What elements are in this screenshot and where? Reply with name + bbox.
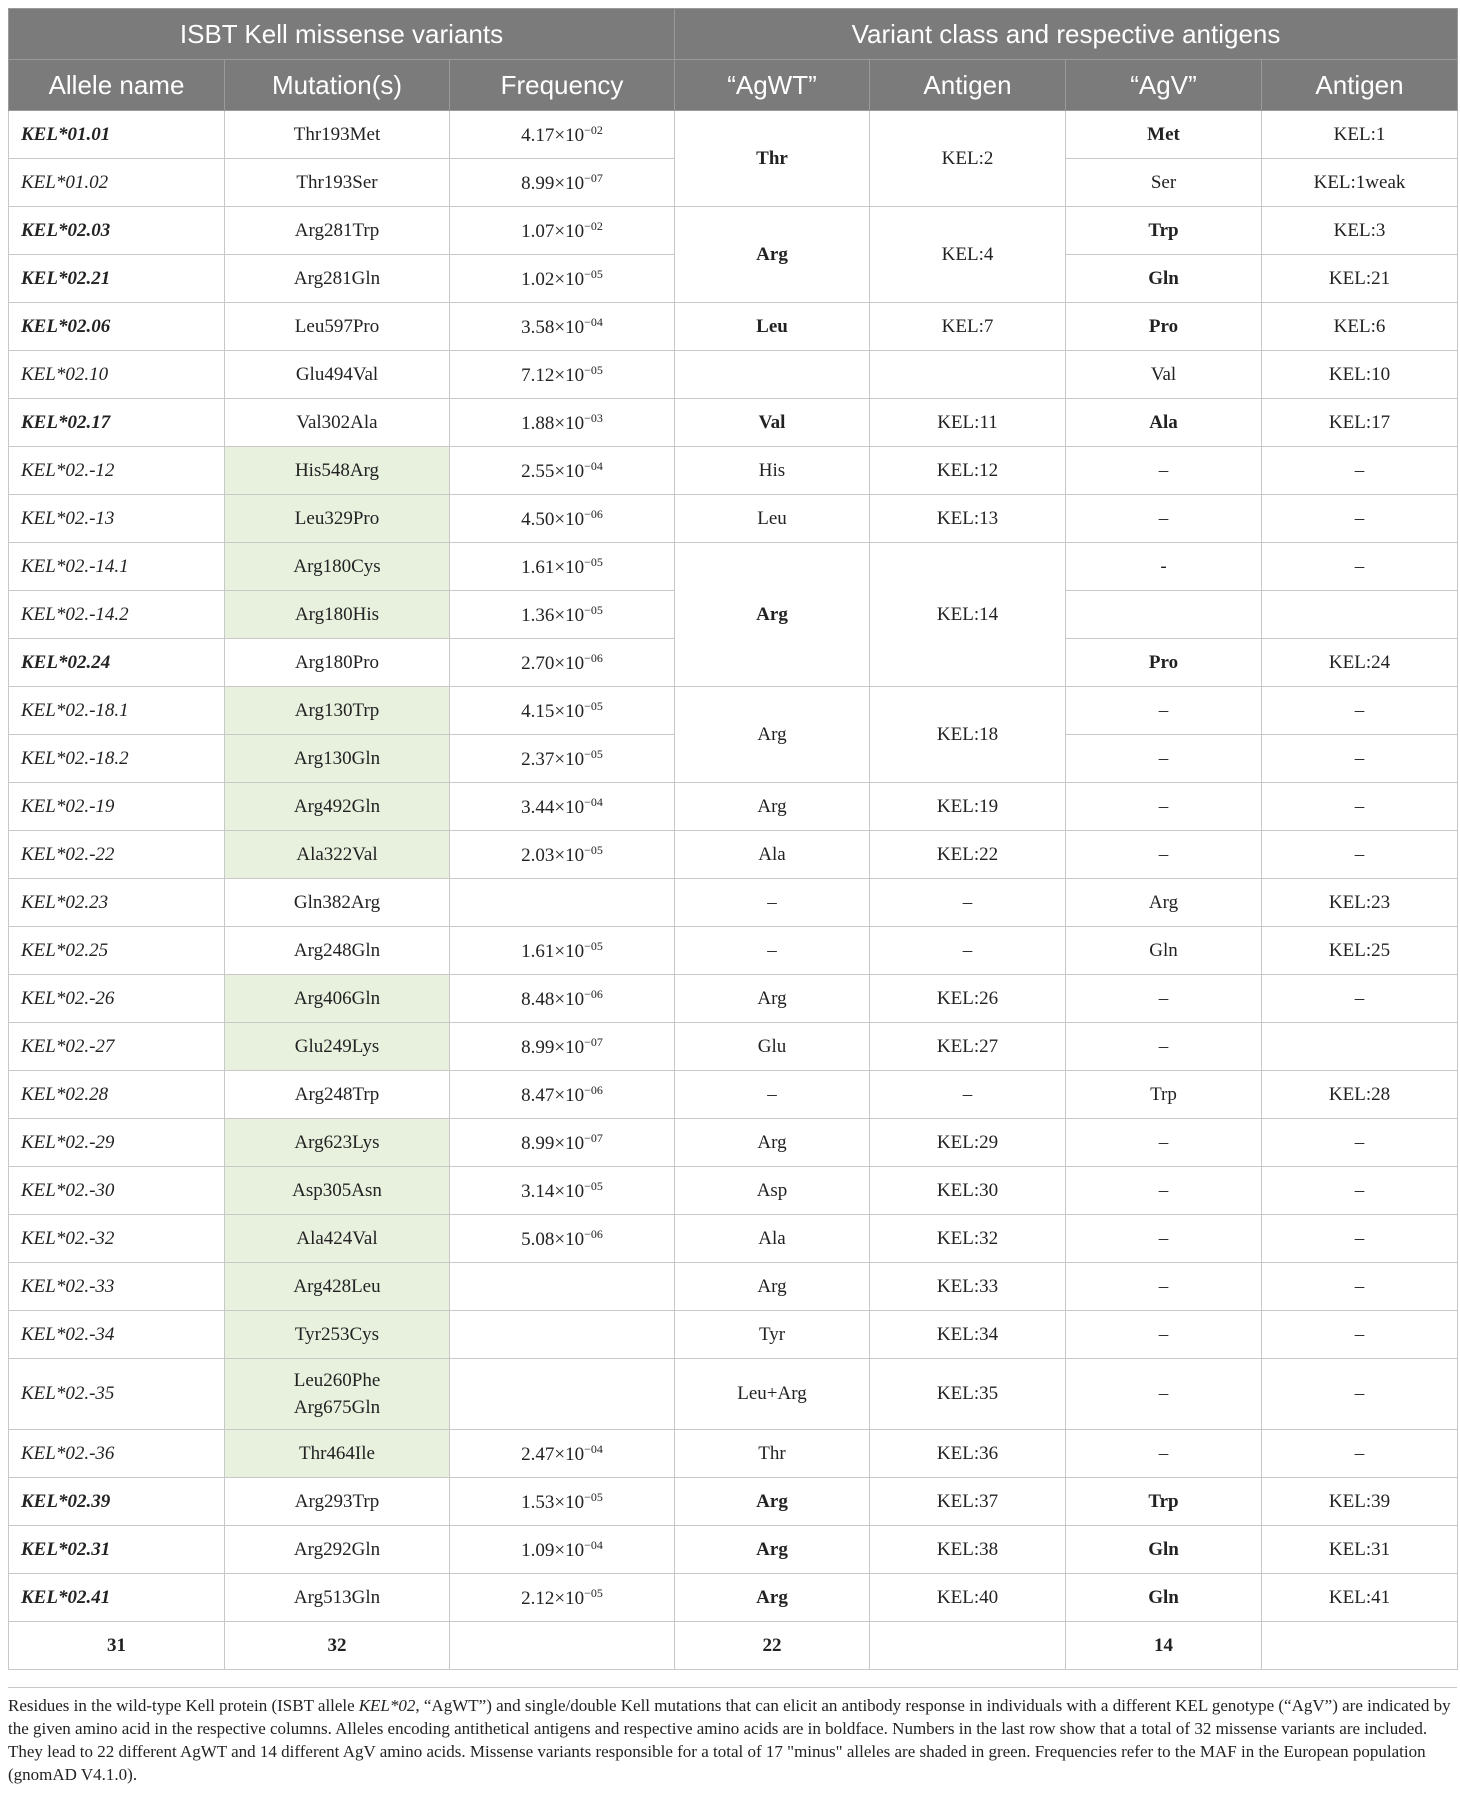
- table-row: [9, 927, 1458, 975]
- agwt-antigen: KEL:18: [870, 687, 1066, 783]
- agwt-residue: Leu+Arg: [675, 1359, 870, 1430]
- mutation: Arg293Trp: [225, 1478, 450, 1526]
- col-header-allele-name: Allele name: [9, 60, 225, 111]
- agwt-residue: Arg: [675, 1526, 870, 1574]
- agwt-antigen: KEL:30: [870, 1167, 1066, 1215]
- table-row: [9, 1311, 1458, 1359]
- mutation: Leu597Pro: [225, 303, 450, 351]
- allele-name: KEL*01.01: [9, 111, 225, 159]
- agv-antigen: –: [1262, 783, 1458, 831]
- agwt-residue: Thr: [675, 1430, 870, 1478]
- mutation: Gln382Arg: [225, 879, 450, 927]
- agv-antigen: KEL:1weak: [1262, 159, 1458, 207]
- frequency: $8.99\times 10^{-07}$: [450, 1023, 675, 1071]
- agv-antigen: [1262, 1023, 1458, 1071]
- frequency: $8.99\times 10^{-07}$: [450, 1119, 675, 1167]
- table-row: [9, 1263, 1458, 1311]
- table-row: [9, 111, 1458, 159]
- total-alleles: 31: [9, 1622, 225, 1670]
- mutation: Glu494Val: [225, 351, 450, 399]
- kell-variants-table: [8, 8, 1458, 1670]
- agwt-residue: Ala: [675, 831, 870, 879]
- frequency: $7.12\times 10^{-05}$: [450, 351, 675, 399]
- col-header-agv: “AgV”: [1066, 60, 1262, 111]
- group-header-isbt: ISBT Kell missense variants: [9, 9, 675, 60]
- frequency: $2.03\times 10^{-05}$: [450, 831, 675, 879]
- frequency: $8.99\times 10^{-07}$: [450, 159, 675, 207]
- table-row: [9, 831, 1458, 879]
- allele-name: KEL*02.-18.1: [9, 687, 225, 735]
- agwt-antigen: KEL:34: [870, 1311, 1066, 1359]
- agwt-residue: Arg: [675, 1119, 870, 1167]
- frequency: $3.14\times 10^{-05}$: [450, 1167, 675, 1215]
- frequency: $1.88\times 10^{-03}$: [450, 399, 675, 447]
- allele-name: KEL*02.-14.2: [9, 591, 225, 639]
- agwt-residue: Val: [675, 399, 870, 447]
- agwt-antigen: KEL:11: [870, 399, 1066, 447]
- agv-residue: –: [1066, 1430, 1262, 1478]
- mutation: Arg292Gln: [225, 1526, 450, 1574]
- allele-name: KEL*02.23: [9, 879, 225, 927]
- agwt-residue: Tyr: [675, 1311, 870, 1359]
- mutation: Arg180Cys: [225, 543, 450, 591]
- agv-antigen: [1262, 591, 1458, 639]
- table-row: [9, 207, 1458, 255]
- agwt-residue: Arg: [675, 207, 870, 303]
- frequency: $2.55\times 10^{-04}$: [450, 447, 675, 495]
- agwt-residue: Arg: [675, 1263, 870, 1311]
- agwt-antigen: KEL:2: [870, 111, 1066, 207]
- agv-antigen: KEL:24: [1262, 639, 1458, 687]
- agwt-antigen: KEL:37: [870, 1478, 1066, 1526]
- allele-name: KEL*02.-14.1: [9, 543, 225, 591]
- allele-name: KEL*02.-27: [9, 1023, 225, 1071]
- frequency: [450, 879, 675, 927]
- frequency: $3.58\times 10^{-04}$: [450, 303, 675, 351]
- agv-residue: –: [1066, 1167, 1262, 1215]
- frequency: $1.02\times 10^{-05}$: [450, 255, 675, 303]
- frequency: $2.70\times 10^{-06}$: [450, 639, 675, 687]
- table-row: [9, 1167, 1458, 1215]
- agv-residue: Gln: [1066, 1574, 1262, 1622]
- allele-name: KEL*02.06: [9, 303, 225, 351]
- agwt-antigen: KEL:4: [870, 207, 1066, 303]
- mutation: Arg180His: [225, 591, 450, 639]
- frequency: $1.53\times 10^{-05}$: [450, 1478, 675, 1526]
- agwt-residue: Thr: [675, 111, 870, 207]
- frequency: $2.12\times 10^{-05}$: [450, 1574, 675, 1622]
- mutation: Arg248Gln: [225, 927, 450, 975]
- frequency: $1.61\times 10^{-05}$: [450, 543, 675, 591]
- table-row: [9, 1119, 1458, 1167]
- frequency: $2.37\times 10^{-05}$: [450, 735, 675, 783]
- allele-name: KEL*02.-34: [9, 1311, 225, 1359]
- agwt-residue: –: [675, 927, 870, 975]
- frequency: $5.08\times 10^{-06}$: [450, 1215, 675, 1263]
- agwt-antigen: –: [870, 1071, 1066, 1119]
- agwt-antigen: KEL:35: [870, 1359, 1066, 1430]
- agv-residue: Arg: [1066, 879, 1262, 927]
- totals-row: [9, 1622, 1458, 1670]
- mutation: Thr193Met: [225, 111, 450, 159]
- agv-residue: –: [1066, 1359, 1262, 1430]
- table-row: [9, 1215, 1458, 1263]
- agv-residue: –: [1066, 1263, 1262, 1311]
- agv-antigen: –: [1262, 1119, 1458, 1167]
- agwt-antigen: KEL:26: [870, 975, 1066, 1023]
- col-header-agwt-antigen: Antigen: [870, 60, 1066, 111]
- total-agv: 14: [1066, 1622, 1262, 1670]
- frequency: $1.36\times 10^{-05}$: [450, 591, 675, 639]
- agv-antigen: KEL:17: [1262, 399, 1458, 447]
- agv-residue: –: [1066, 447, 1262, 495]
- footnote-allele-ref: KEL*02: [358, 1696, 416, 1715]
- agwt-antigen: –: [870, 927, 1066, 975]
- allele-name: KEL*02.39: [9, 1478, 225, 1526]
- col-header-agwt: “AgWT”: [675, 60, 870, 111]
- agv-residue: –: [1066, 687, 1262, 735]
- mutation-line: Leu260Phe: [293, 1370, 381, 1391]
- mutation: Arg406Gln: [225, 975, 450, 1023]
- table-row: [9, 495, 1458, 543]
- col-header-frequency: Frequency: [450, 60, 675, 111]
- mutation: Asp305Asn: [225, 1167, 450, 1215]
- allele-name: KEL*02.-30: [9, 1167, 225, 1215]
- agwt-residue: His: [675, 447, 870, 495]
- agwt-antigen: KEL:32: [870, 1215, 1066, 1263]
- agv-residue: –: [1066, 1023, 1262, 1071]
- agv-antigen: –: [1262, 447, 1458, 495]
- allele-name: KEL*02.41: [9, 1574, 225, 1622]
- agwt-antigen: KEL:22: [870, 831, 1066, 879]
- frequency: [450, 1359, 675, 1430]
- mutation: Arg428Leu: [225, 1263, 450, 1311]
- agv-antigen: KEL:41: [1262, 1574, 1458, 1622]
- table-row: [9, 543, 1458, 591]
- frequency: $1.09\times 10^{-04}$: [450, 1526, 675, 1574]
- agwt-residue: Arg: [675, 543, 870, 687]
- frequency: $1.07\times 10^{-02}$: [450, 207, 675, 255]
- agv-antigen: KEL:10: [1262, 351, 1458, 399]
- mutation: Arg130Trp: [225, 687, 450, 735]
- agv-antigen: –: [1262, 975, 1458, 1023]
- agwt-residue: –: [675, 1071, 870, 1119]
- total-agv-antigen-empty: [1262, 1622, 1458, 1670]
- agv-residue: Trp: [1066, 207, 1262, 255]
- table-footnote: [8, 1687, 1457, 1786]
- allele-name: KEL*02.-19: [9, 783, 225, 831]
- agv-antigen: –: [1262, 1311, 1458, 1359]
- agwt-antigen: KEL:19: [870, 783, 1066, 831]
- table-row: [9, 879, 1458, 927]
- table-row: [9, 687, 1458, 735]
- agv-residue: Met: [1066, 111, 1262, 159]
- mutation: Arg623Lys: [225, 1119, 450, 1167]
- agv-antigen: –: [1262, 687, 1458, 735]
- agwt-antigen: KEL:13: [870, 495, 1066, 543]
- mutation: Thr193Ser: [225, 159, 450, 207]
- agwt-residue: Leu: [675, 495, 870, 543]
- mutation: His548Arg: [225, 447, 450, 495]
- allele-name: KEL*02.-22: [9, 831, 225, 879]
- agv-antigen: –: [1262, 1430, 1458, 1478]
- allele-name: KEL*02.-12: [9, 447, 225, 495]
- allele-name: KEL*02.-33: [9, 1263, 225, 1311]
- agwt-residue: Leu: [675, 303, 870, 351]
- table-row: [9, 1430, 1458, 1478]
- col-header-agv-antigen: Antigen: [1262, 60, 1458, 111]
- agv-antigen: –: [1262, 495, 1458, 543]
- table-row: [9, 1574, 1458, 1622]
- agwt-residue: Arg: [675, 975, 870, 1023]
- frequency: $4.17\times 10^{-02}$: [450, 111, 675, 159]
- col-header-mutations: Mutation(s): [225, 60, 450, 111]
- allele-name: KEL*02.21: [9, 255, 225, 303]
- footnote-text: , “AgWT”) and single/double Kell mutations that can elicit an antibody response in individuals with a different KEL genotype (“AgV”) are indicated by the given amino acid in the respective columns. Alleles encoding antithetical antigens and respective amino acids are in boldface. Numbers in the last row show that a total of 32 missense variants are included. They lead to 22 different AgWT and 14 different AgV amino acids. Missense variants responsible for a total of 17 "minus" alleles are shaded in green. Frequencies refer to the MAF in the European population (gnomAD V4.1.0).: [8, 1696, 1451, 1784]
- allele-name: KEL*02.28: [9, 1071, 225, 1119]
- mutation: Thr464Ile: [225, 1430, 450, 1478]
- agwt-residue: Arg: [675, 1478, 870, 1526]
- mutation: [225, 1359, 450, 1430]
- mutation: Arg513Gln: [225, 1574, 450, 1622]
- table-row: [9, 399, 1458, 447]
- agwt-antigen: KEL:29: [870, 1119, 1066, 1167]
- agv-residue: -: [1066, 543, 1262, 591]
- allele-name: KEL*02.-18.2: [9, 735, 225, 783]
- agwt-residue: –: [675, 879, 870, 927]
- agv-residue: Pro: [1066, 639, 1262, 687]
- agv-residue: –: [1066, 783, 1262, 831]
- agv-antigen: –: [1262, 735, 1458, 783]
- agv-antigen: –: [1262, 831, 1458, 879]
- agwt-residue: [675, 351, 870, 399]
- agv-residue: –: [1066, 735, 1262, 783]
- agv-residue: –: [1066, 1119, 1262, 1167]
- agwt-antigen: [870, 351, 1066, 399]
- agv-antigen: KEL:23: [1262, 879, 1458, 927]
- agwt-antigen: KEL:33: [870, 1263, 1066, 1311]
- agwt-residue: Arg: [675, 1574, 870, 1622]
- agv-residue: Gln: [1066, 1526, 1262, 1574]
- agwt-antigen: KEL:27: [870, 1023, 1066, 1071]
- mutation: Arg281Gln: [225, 255, 450, 303]
- mutation: Arg130Gln: [225, 735, 450, 783]
- mutation: Arg248Trp: [225, 1071, 450, 1119]
- table-row: [9, 975, 1458, 1023]
- allele-name: KEL*02.03: [9, 207, 225, 255]
- frequency: [450, 1311, 675, 1359]
- mutation: Glu249Lys: [225, 1023, 450, 1071]
- agv-residue: Ala: [1066, 399, 1262, 447]
- group-header-variant-class: Variant class and respective antigens: [675, 9, 1458, 60]
- agwt-residue: Arg: [675, 783, 870, 831]
- allele-name: KEL*02.-29: [9, 1119, 225, 1167]
- agv-antigen: –: [1262, 543, 1458, 591]
- allele-name: KEL*02.31: [9, 1526, 225, 1574]
- agv-antigen: –: [1262, 1215, 1458, 1263]
- allele-name: KEL*02.24: [9, 639, 225, 687]
- total-agwt: 22: [675, 1622, 870, 1670]
- agv-residue: Gln: [1066, 255, 1262, 303]
- allele-name: KEL*02.-36: [9, 1430, 225, 1478]
- agwt-residue: Ala: [675, 1215, 870, 1263]
- agwt-residue: Asp: [675, 1167, 870, 1215]
- agv-antigen: –: [1262, 1359, 1458, 1430]
- agv-residue: Trp: [1066, 1071, 1262, 1119]
- agv-residue: Pro: [1066, 303, 1262, 351]
- frequency: $1.61\times 10^{-05}$: [450, 927, 675, 975]
- allele-name: KEL*02.25: [9, 927, 225, 975]
- agwt-antigen: KEL:12: [870, 447, 1066, 495]
- mutation-line: Arg675Gln: [293, 1397, 381, 1418]
- allele-name: KEL*02.-32: [9, 1215, 225, 1263]
- table-row: [9, 1071, 1458, 1119]
- agv-residue: Gln: [1066, 927, 1262, 975]
- allele-name: KEL*02.-13: [9, 495, 225, 543]
- agv-antigen: KEL:3: [1262, 207, 1458, 255]
- mutation: Ala322Val: [225, 831, 450, 879]
- agwt-antigen: –: [870, 879, 1066, 927]
- agwt-residue: Arg: [675, 687, 870, 783]
- agwt-antigen: KEL:38: [870, 1526, 1066, 1574]
- allele-name: KEL*02.10: [9, 351, 225, 399]
- allele-name: KEL*02.-35: [9, 1359, 225, 1430]
- frequency: [450, 1263, 675, 1311]
- frequency: $8.48\times 10^{-06}$: [450, 975, 675, 1023]
- mutation: Arg492Gln: [225, 783, 450, 831]
- table-row: [9, 303, 1458, 351]
- allele-name: KEL*01.02: [9, 159, 225, 207]
- total-agwt-antigen-empty: [870, 1622, 1066, 1670]
- agv-residue: Ser: [1066, 159, 1262, 207]
- table-row: [9, 1526, 1458, 1574]
- agv-antigen: KEL:31: [1262, 1526, 1458, 1574]
- table-row: [9, 783, 1458, 831]
- mutation: Arg281Trp: [225, 207, 450, 255]
- agv-antigen: KEL:25: [1262, 927, 1458, 975]
- agv-residue: –: [1066, 831, 1262, 879]
- allele-name: KEL*02.17: [9, 399, 225, 447]
- table-row: [9, 1023, 1458, 1071]
- table-row: [9, 1359, 1458, 1430]
- agwt-antigen: KEL:14: [870, 543, 1066, 687]
- mutation: Leu329Pro: [225, 495, 450, 543]
- frequency: $4.50\times 10^{-06}$: [450, 495, 675, 543]
- mutation: Val302Ala: [225, 399, 450, 447]
- total-frequency-empty: [450, 1622, 675, 1670]
- mutation: Ala424Val: [225, 1215, 450, 1263]
- frequency: $8.47\times 10^{-06}$: [450, 1071, 675, 1119]
- agv-residue: Val: [1066, 351, 1262, 399]
- agv-antigen: KEL:21: [1262, 255, 1458, 303]
- agv-residue: –: [1066, 1311, 1262, 1359]
- table-row: [9, 447, 1458, 495]
- agv-antigen: KEL:1: [1262, 111, 1458, 159]
- agv-residue: –: [1066, 1215, 1262, 1263]
- agwt-antigen: KEL:7: [870, 303, 1066, 351]
- agv-residue: Trp: [1066, 1478, 1262, 1526]
- agv-antigen: KEL:6: [1262, 303, 1458, 351]
- allele-name: KEL*02.-26: [9, 975, 225, 1023]
- frequency: $2.47\times 10^{-04}$: [450, 1430, 675, 1478]
- table-row: [9, 351, 1458, 399]
- agwt-residue: Glu: [675, 1023, 870, 1071]
- agv-antigen: KEL:28: [1262, 1071, 1458, 1119]
- agv-antigen: –: [1262, 1167, 1458, 1215]
- agv-residue: –: [1066, 495, 1262, 543]
- agv-residue: –: [1066, 975, 1262, 1023]
- mutation: Tyr253Cys: [225, 1311, 450, 1359]
- table-row: [9, 1478, 1458, 1526]
- agv-residue: [1066, 591, 1262, 639]
- agv-antigen: –: [1262, 1263, 1458, 1311]
- agv-antigen: KEL:39: [1262, 1478, 1458, 1526]
- frequency: $3.44\times 10^{-04}$: [450, 783, 675, 831]
- agwt-antigen: KEL:40: [870, 1574, 1066, 1622]
- frequency: $4.15\times 10^{-05}$: [450, 687, 675, 735]
- total-mutations: 32: [225, 1622, 450, 1670]
- mutation: Arg180Pro: [225, 639, 450, 687]
- agwt-antigen: KEL:36: [870, 1430, 1066, 1478]
- footnote-text: Residues in the wild-type Kell protein (ISBT allele: [8, 1696, 355, 1715]
